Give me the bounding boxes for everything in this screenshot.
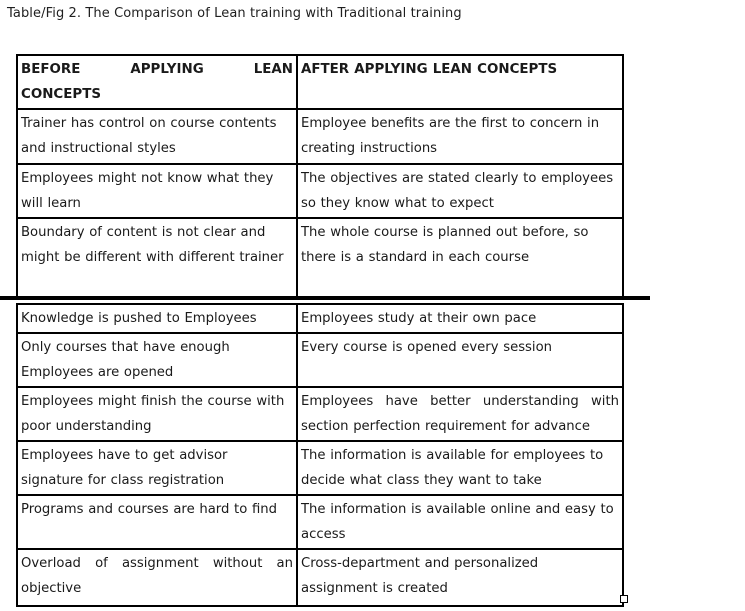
cell-after: The whole course is planned out before, so there is a standard in each course	[297, 218, 623, 298]
table-resize-handle[interactable]	[620, 595, 628, 603]
table-row	[17, 304, 623, 333]
cell-after: The information is available online and easy to access	[297, 495, 623, 549]
comparison-table-part1	[16, 54, 624, 299]
header-word: LEAN	[253, 62, 293, 77]
table-header-row	[17, 55, 623, 109]
page-break-divider	[0, 296, 650, 300]
table-caption: Table/Fig 2. The Comparison of Lean training with Traditional training	[7, 6, 462, 21]
cell-before: Trainer has control on course contents and instructional styles	[17, 109, 297, 164]
table-row	[17, 109, 623, 164]
cell-before: Employees might not know what they will learn	[17, 164, 297, 218]
cell-after: Every course is opened every session	[297, 333, 623, 387]
table-row	[17, 441, 623, 495]
cell-after: Employees have better understanding with section perfection requirement for advance	[297, 387, 623, 441]
header-word: APPLYING	[130, 62, 204, 77]
table-row	[17, 549, 623, 606]
header-before-line1	[21, 57, 293, 82]
cell-before: Overload of assignment without an objective	[17, 549, 297, 606]
comparison-table-part2	[16, 303, 624, 607]
header-before-line2: CONCEPTS	[21, 87, 101, 102]
table-row	[17, 218, 623, 298]
table-row	[17, 164, 623, 218]
cell-before: Knowledge is pushed to Employees	[17, 304, 297, 333]
cell-after: The information is available for employees to decide what class they want to take	[297, 441, 623, 495]
table-row	[17, 333, 623, 387]
cell-before: Employees have to get advisor signature for class registration	[17, 441, 297, 495]
cell-after: Cross-department and personalized assignment is created	[297, 549, 623, 606]
header-cell-after: AFTER APPLYING LEAN CONCEPTS	[297, 55, 623, 109]
cell-before: Employees might finish the course with poor understanding	[17, 387, 297, 441]
cell-after: Employee benefits are the first to concern in creating instructions	[297, 109, 623, 164]
cell-before: Boundary of content is not clear and might be different with different trainer	[17, 218, 297, 298]
cell-after: The objectives are stated clearly to employees so they know what to expect	[297, 164, 623, 218]
cell-before: Only courses that have enough Employees are opened	[17, 333, 297, 387]
cell-before: Programs and courses are hard to find	[17, 495, 297, 549]
header-word: BEFORE	[21, 62, 81, 77]
cell-after: Employees study at their own pace	[297, 304, 623, 333]
table-row	[17, 387, 623, 441]
header-cell-before	[17, 55, 297, 109]
table-row	[17, 495, 623, 549]
